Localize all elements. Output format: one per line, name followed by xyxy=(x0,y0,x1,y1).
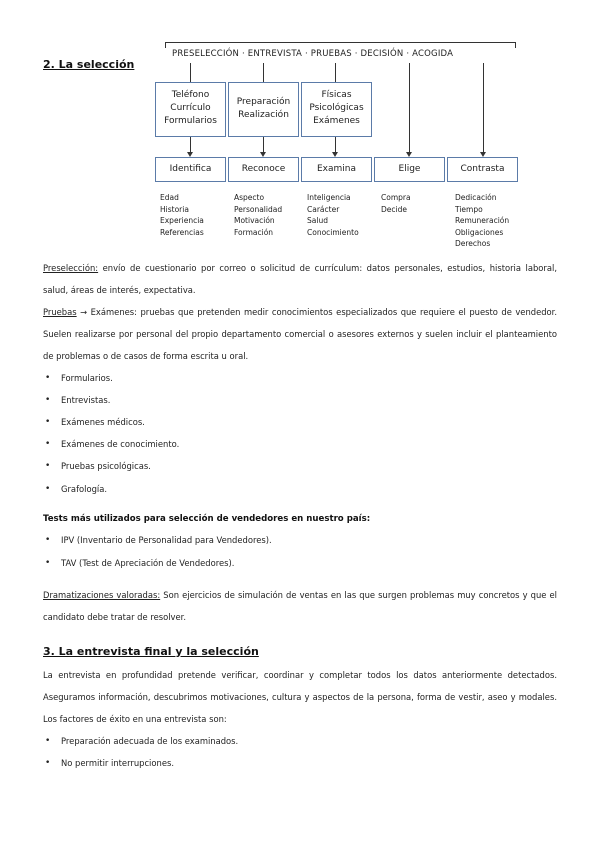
stage-box-reconoce: Reconoce xyxy=(228,157,299,182)
preseleccion-methods-box: Teléfono Currículo Formularios xyxy=(155,82,226,137)
list-item: • Preparación adecuada de los examinados. xyxy=(61,736,238,746)
details-identifica: Edad Historia Experiencia Referencias xyxy=(160,193,204,237)
section-2-heading: 2. La selección xyxy=(43,58,135,71)
list-item: • Formularios. xyxy=(61,373,113,383)
dramatizaciones-term: Dramatizaciones valoradas: xyxy=(43,590,161,600)
details-reconoce: Aspecto Personalidad Motivación Formación xyxy=(234,193,283,237)
details-contrasta: Dedicación Tiempo Remuneración Obligaciones Derechos xyxy=(455,193,510,248)
flow-title: PRESELECCIÓN · ENTREVISTA · PRUEBAS · DECISIÓN · ACOGIDA xyxy=(172,49,454,59)
preseleccion-text: envío de cuestionario por correo o solicitud de currículum: datos personales, estudios, historia laboral, salud, áreas de interés, expectativa. xyxy=(43,263,557,295)
pruebas-paragraph xyxy=(43,301,557,367)
section-3-paragraph: La entrevista en profundidad pretende verificar, coordinar y completar todos los datos anteriormente detectados. Aseguramos información, descubrimos motivaciones, cultura y aspectos de la persona, forma de vestir, aseo y modales. Los factores de éxito en una entrevista son: xyxy=(43,670,557,724)
stage-box-identifica: Identifica xyxy=(155,157,226,182)
stage-box-elige: Elige xyxy=(374,157,445,182)
list-item: • Pruebas psicológicas. xyxy=(61,461,151,471)
pruebas-text: → Exámenes: pruebas que pretenden medir conocimientos especializados que requiere el puesto de vendedor. Suelen realizarse por personal del propio departamento comercial o asesores externos y suelen incluir el planteamiento de problemas o de casos de forma escrita u oral. xyxy=(43,307,557,361)
list-item: • Exámenes médicos. xyxy=(61,417,145,427)
preseleccion-paragraph xyxy=(43,257,557,301)
list-item: • TAV (Test de Apreciación de Vendedores). xyxy=(61,558,234,568)
list-item: • Grafología. xyxy=(61,484,107,494)
pruebas-methods-box: Físicas Psicológicas Exámenes xyxy=(301,82,372,137)
section-3-heading: 3. La entrevista final y la selección xyxy=(43,645,259,658)
list-item: • IPV (Inventario de Personalidad para Vendedores). xyxy=(61,535,272,545)
details-elige: Compra Decide xyxy=(381,193,411,214)
stage-box-contrasta: Contrasta xyxy=(447,157,518,182)
list-item: • Entrevistas. xyxy=(61,395,110,405)
preseleccion-term: Preselección: xyxy=(43,263,99,273)
list-item: • No permitir interrupciones. xyxy=(61,758,174,768)
stage-box-examina: Examina xyxy=(301,157,372,182)
list-item: • Exámenes de conocimiento. xyxy=(61,439,179,449)
details-examina: Inteligencia Carácter Salud Conocimiento xyxy=(307,193,359,237)
dramatizaciones-paragraph xyxy=(43,584,557,628)
entrevista-methods-box: Preparación Realización xyxy=(228,82,299,137)
dramatizaciones-text: Son ejercicios de simulación de ventas en las que surgen problemas muy concretos y que el candidato debe tratar de resolver. xyxy=(43,590,557,622)
pruebas-term: Pruebas xyxy=(43,307,77,317)
tests-heading: Tests más utilizados para selección de vendedores en nuestro país: xyxy=(43,514,371,524)
